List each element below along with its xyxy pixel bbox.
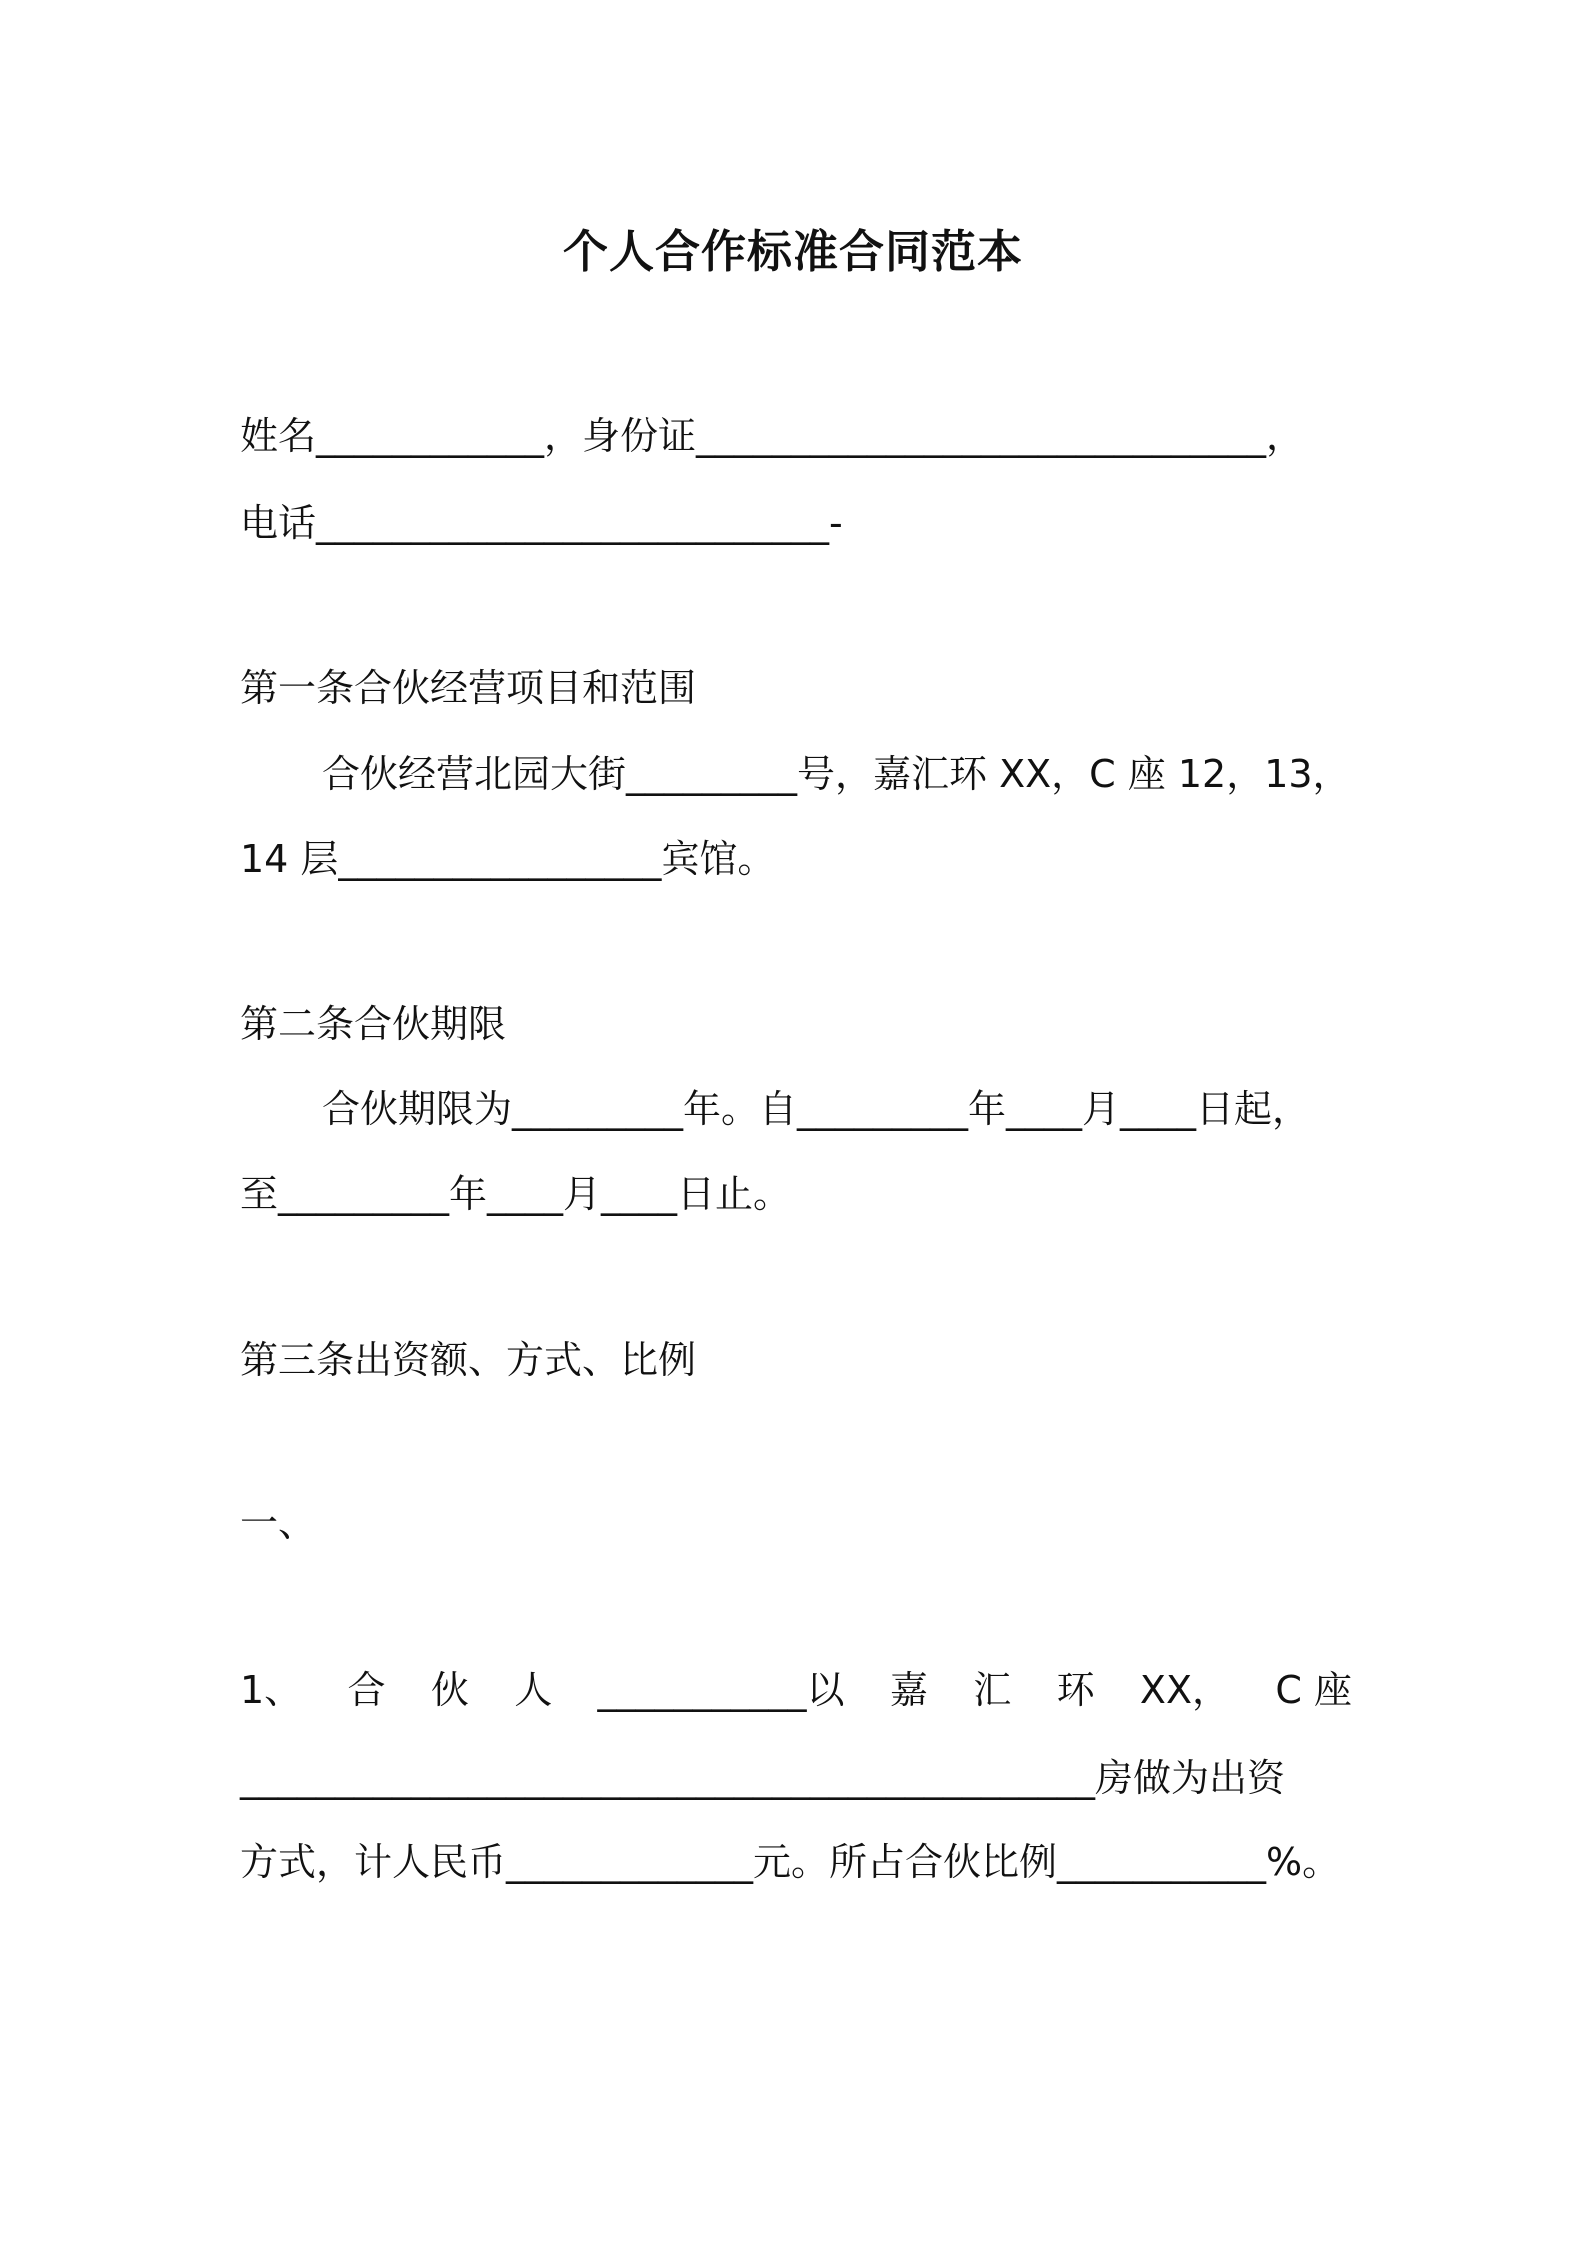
clause-1-word: 1、 [240, 1668, 303, 1712]
article-1-text-line-2: 14 层_________________宾馆。 [240, 837, 776, 881]
section-one-marker: 一、 [240, 1501, 317, 1545]
article-2-heading: 第二条合伙期限 [240, 1002, 507, 1046]
clause-1-word: 人 [514, 1668, 553, 1712]
name-id-line: 姓名____________，身份证______________________________， [240, 414, 1305, 458]
document-title: 个人合作标准合同范本 [562, 225, 1023, 278]
clause-1-word: 汇 [973, 1668, 1012, 1712]
clause-1-word: 伙 [430, 1668, 469, 1712]
clause-1-line-2: _____________________________________________房做为出资 [240, 1756, 1286, 1800]
clause-1-word: XX， [1139, 1668, 1230, 1712]
article-2-text-line-1: 合伙期限为_________年。自_________年____月____日起， [322, 1087, 1311, 1131]
article-2-text-line-2: 至_________年____月____日止。 [240, 1172, 792, 1216]
phone-line: 电话___________________________- [240, 501, 843, 545]
article-3-heading: 第三条出资额、方式、比例 [240, 1338, 697, 1382]
clause-1-word: 环 [1056, 1668, 1095, 1712]
article-1-text-line-1: 合伙经营北园大街_________号，嘉汇环 XX，C 座 12，13， [322, 752, 1351, 796]
article-1-heading: 第一条合伙经营项目和范围 [240, 666, 697, 710]
clause-1-word: 合 [347, 1668, 386, 1712]
clause-1-word: ___________以 [597, 1668, 845, 1712]
clause-1-line-1 [240, 1664, 1352, 1716]
clause-1-line-3: 方式，计人民币_____________元。所占合伙比例___________%。 [240, 1840, 1341, 1884]
clause-1-word: 嘉 [889, 1668, 928, 1712]
clause-1-word: C 座 [1275, 1668, 1352, 1712]
